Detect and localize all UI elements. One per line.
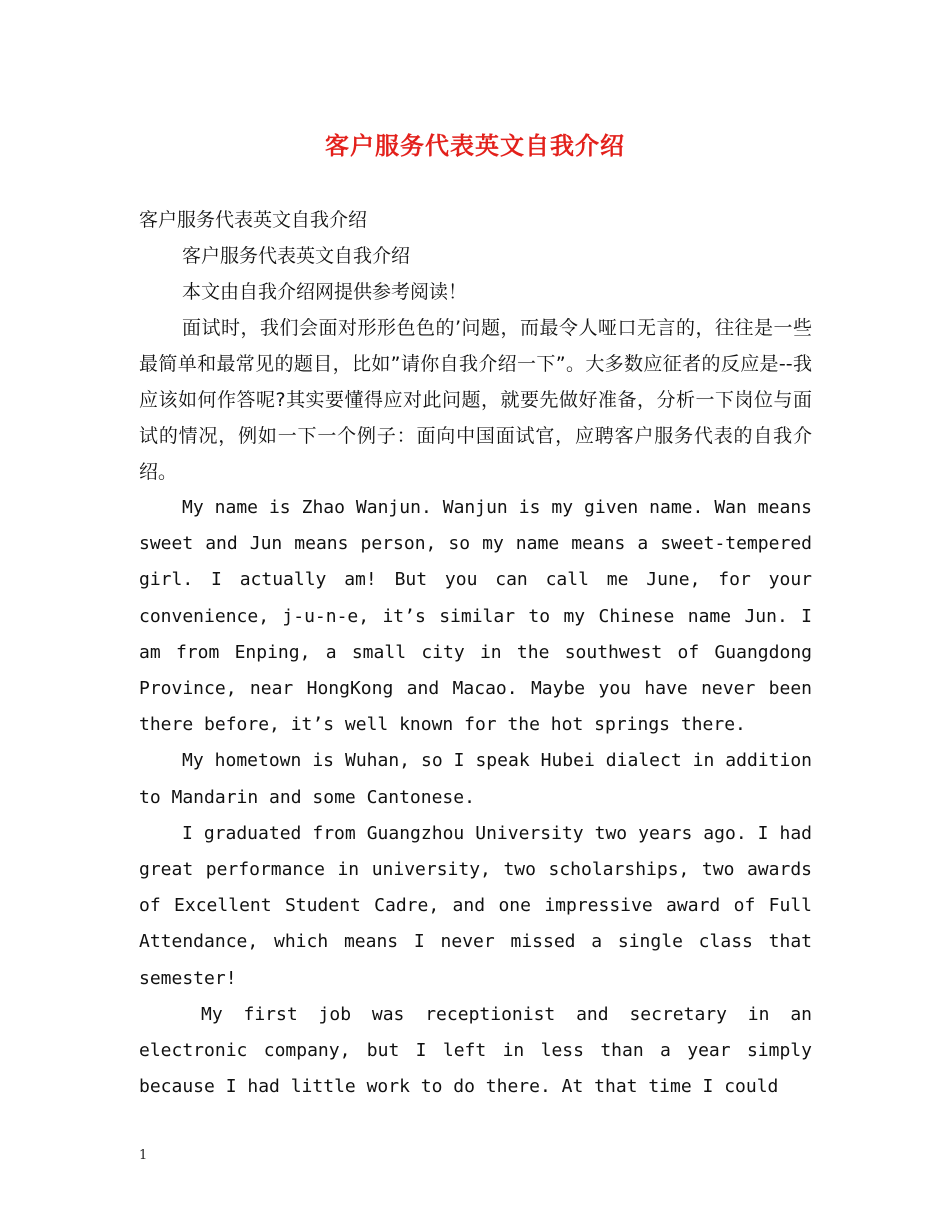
paragraph-intro: 面试时，我们会面对形形色色的’问题，而最令人哑口无言的，往往是一些最简单和最常见的题目，比如”请你自我介绍一下”。大多数应征者的反应是--我应该如何作答呢?其实要懂得应对此问题，就要先做好准备，分析一下岗位与面试的情况，例如一下一个例子：面向中国面试官，应聘客户服务代表的自我介绍。 [139, 317, 812, 483]
paragraph-heading: 客户服务代表英文自我介绍 [139, 209, 368, 231]
paragraph-first-job: My first job was receptionist and secretary in an electronic company, but I left in less than a year simply because I had little work to do there. At that time I could [139, 1003, 812, 1098]
paragraph-hometown: My hometown is Wuhan, so I speak Hubei dialect in addition to Mandarin and some Cantonese. [139, 750, 812, 808]
paragraph-name: My name is Zhao Wanjun. Wanjun is my given name. Wan means sweet and Jun means person, so my name means a sweet-tempered girl. I actually am! But you can call me June, for your convenience, j-u-n-e, it’s similar to my Chinese name Jun. I am from Enping, a small city in the southwest of Guangdong Province, near HongKong and Macao. Maybe you have never been there before, it’s well known for the hot springs there. [139, 497, 812, 736]
document-title: 客户服务代表英文自我介绍 [325, 131, 625, 160]
page-number: 1 [139, 1148, 148, 1163]
paragraph-subheading: 客户服务代表英文自我介绍 [182, 245, 411, 267]
paragraph-education: I graduated from Guangzhou University two years ago. I had great performance in university, two scholarships, two awards of Excellent Student Cadre, and one impressive award of Full Attendance, which means I never missed a single class that semester! [139, 822, 812, 989]
paragraph-source-note: 本文由自我介绍网提供参考阅读！ [182, 281, 468, 303]
document-body [139, 202, 812, 1105]
